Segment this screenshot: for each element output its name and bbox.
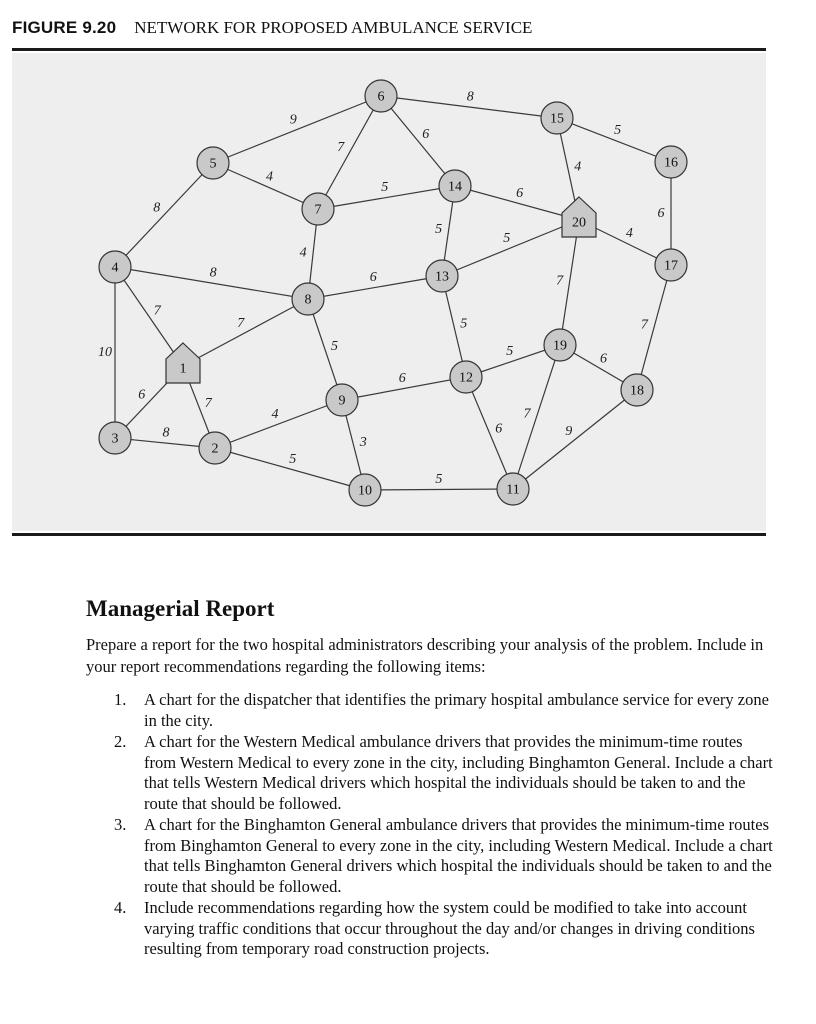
node-15 [541, 102, 573, 134]
edge-weight-label: 5 [289, 451, 297, 467]
report-intro: Prepare a report for the two hospital administrators describing your analysis of the problem. Include in your report recommendations regarding the following items: [86, 635, 764, 676]
edge-weight-label: 6 [495, 421, 503, 437]
edge-weight-label: 6 [422, 127, 430, 143]
edge-weight-label: 4 [574, 159, 582, 175]
edge-weight-label: 8 [209, 265, 217, 281]
edge-10-11 [365, 489, 513, 490]
node-12 [450, 361, 482, 393]
node-label: 3 [111, 431, 119, 447]
edge-weight-label: 6 [138, 387, 146, 403]
edge-weight-label: 6 [398, 371, 406, 387]
node-14 [439, 170, 471, 202]
node-label: 14 [448, 179, 462, 195]
node-19 [544, 329, 576, 361]
node-3 [99, 422, 131, 454]
edge-weight-label: 7 [640, 317, 648, 333]
edge-weight-label: 5 [460, 316, 468, 332]
node-label: 2 [211, 441, 219, 457]
node-label: 8 [304, 292, 312, 308]
node-2 [199, 432, 231, 464]
edge-weight-label: 5 [614, 123, 622, 139]
figure-bottom-rule [12, 533, 766, 536]
item-number: 3. [114, 815, 127, 834]
weights-layer [98, 90, 665, 487]
item-number: 4. [114, 898, 127, 917]
node-4 [99, 251, 131, 283]
edge-5-6 [213, 96, 381, 163]
report-item [86, 898, 776, 960]
edge-19-11 [513, 345, 560, 489]
edge-weight-label: 7 [204, 395, 212, 411]
figure-label: FIGURE 9.20 [12, 18, 117, 37]
item-text: A chart for the Binghamton General ambulance drivers that provides the minimum-time routes from Binghamton General to every zone in the city, including Western Medical. Include a chart that tells Binghamton General drivers which hospital the individuals should be taken to and the route that should be followed. [144, 815, 773, 896]
managerial-report [86, 596, 776, 961]
node-label: 20 [572, 215, 586, 231]
node-18 [621, 374, 653, 406]
edge-18-11 [513, 390, 637, 489]
node-label: 12 [459, 370, 473, 386]
node-label: 15 [550, 111, 564, 127]
node-label: 18 [630, 383, 644, 399]
edge-weight-label: 9 [565, 424, 573, 440]
node-label: 16 [664, 155, 678, 171]
edge-weight-label: 5 [435, 222, 443, 238]
edge-2-9 [215, 400, 342, 448]
node-label: 13 [435, 269, 449, 285]
edge-weight-label: 6 [369, 270, 377, 286]
node-11 [497, 473, 529, 505]
item-text: A chart for the dispatcher that identifies the primary hospital ambulance service for every zone in the city. [144, 690, 769, 730]
node-label: 17 [664, 258, 678, 274]
node-label: 7 [314, 202, 322, 218]
node-16 [655, 146, 687, 178]
edge-weight-label: 4 [625, 226, 633, 241]
node-7 [302, 193, 334, 225]
edge-weight-label: 7 [337, 140, 345, 156]
node-17 [655, 249, 687, 281]
item-number: 1. [114, 690, 127, 709]
edge-weight-label: 4 [266, 169, 273, 185]
item-text: A chart for the Western Medical ambulance drivers that provides the minimum-time routes from Western Medical to every zone in the city, including Binghamton General. Include a chart that tells Western Medical drivers which hospital the individuals should be taken to and the route that should be followed. [144, 732, 773, 813]
edge-weight-label: 10 [98, 345, 112, 360]
node-8 [292, 283, 324, 315]
edge-weight-label: 4 [271, 407, 279, 423]
node-5 [197, 147, 229, 179]
edge-weight-label: 7 [237, 316, 245, 332]
edge-weight-label: 7 [523, 406, 531, 422]
report-items [86, 690, 776, 960]
edge-weight-label: 8 [153, 200, 161, 216]
report-item [86, 690, 776, 731]
edge-weight-label: 5 [381, 180, 389, 196]
node-13 [426, 260, 458, 292]
node-label: 1 [179, 361, 187, 377]
edge-6-14 [381, 96, 455, 186]
edge-4-1 [115, 267, 183, 366]
figure-title: NETWORK FOR PROPOSED AMBULANCE SERVICE [134, 18, 533, 37]
edge-4-5 [115, 163, 213, 267]
edge-weight-label: 7 [153, 303, 161, 319]
edge-weight-label: 3 [359, 435, 367, 450]
node-label: 4 [111, 260, 119, 276]
node-label: 11 [506, 482, 520, 498]
edge-12-11 [466, 377, 513, 489]
node-20 [562, 197, 596, 237]
edge-weight-label: 6 [516, 185, 524, 201]
edge-weight-label: 8 [466, 89, 474, 105]
edges-layer [115, 96, 671, 490]
edge-6-7 [318, 96, 381, 209]
node-label: 5 [209, 156, 217, 172]
edge-weight-label: 5 [506, 344, 514, 359]
nodes-layer [99, 80, 687, 506]
node-9 [326, 384, 358, 416]
node-10 [349, 474, 381, 506]
node-label: 19 [553, 338, 567, 354]
edge-weight-label: 5 [435, 472, 443, 487]
report-item [86, 815, 776, 897]
edge-weight-label: 6 [600, 351, 607, 367]
edge-weight-label: 8 [162, 425, 170, 441]
node-label: 6 [377, 89, 385, 105]
edge-1-8 [183, 299, 308, 366]
report-heading: Managerial Report [86, 596, 275, 621]
item-text: Include recommendations regarding how the system could be modified to take into account varying traffic conditions that occur throughout the day and/or changes in driving conditions resulting from temporary road construction projects. [144, 898, 755, 958]
edge-weight-label: 6 [657, 206, 665, 221]
edge-13-20 [442, 220, 579, 276]
edge-weight-label: 5 [503, 231, 511, 247]
report-item [86, 732, 776, 814]
item-number: 2. [114, 732, 127, 751]
edge-weight-label: 9 [289, 112, 297, 128]
node-6 [365, 80, 397, 112]
edge-weight-label: 5 [331, 338, 338, 354]
edge-weight-label: 4 [299, 245, 307, 261]
node-label: 9 [338, 393, 346, 409]
edge-weight-label: 7 [556, 273, 564, 289]
node-label: 10 [358, 483, 372, 499]
